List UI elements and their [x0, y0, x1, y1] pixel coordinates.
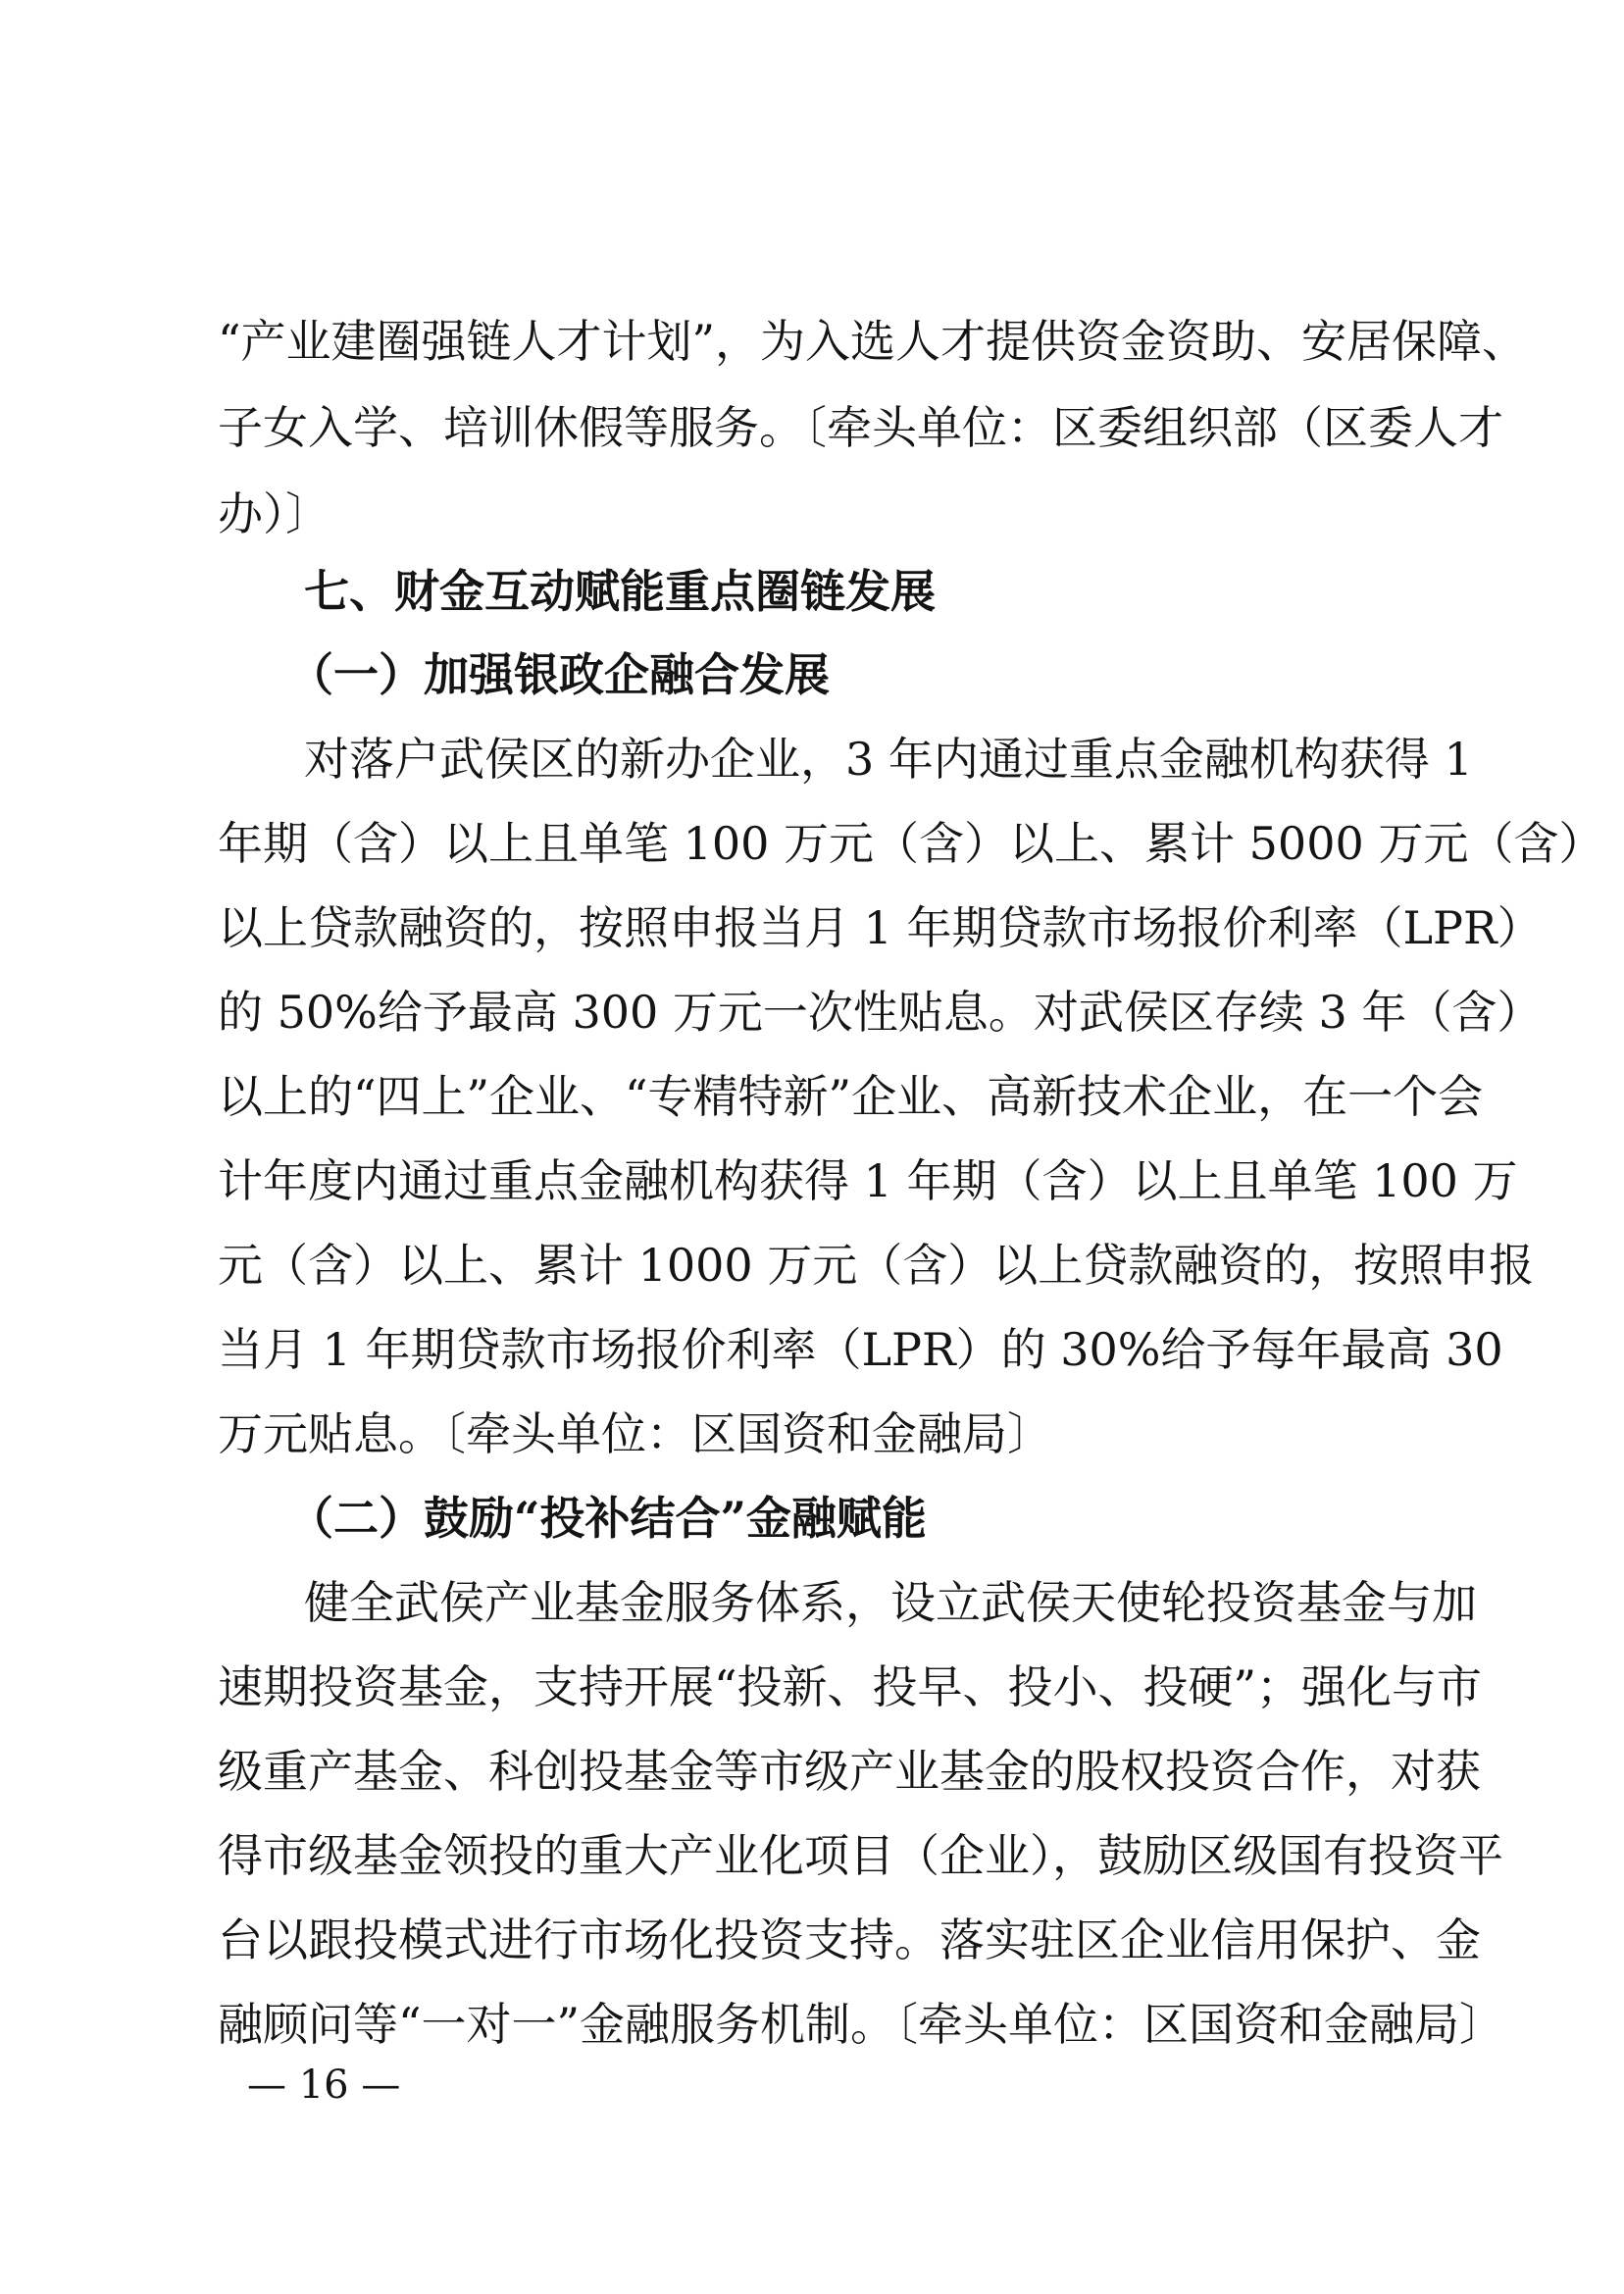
- paragraph-line: 办）〕: [218, 487, 330, 540]
- paragraph-line: 计年度内通过重点金融机构获得 1 年期（含）以上且单笔 100 万: [218, 1154, 1518, 1207]
- paragraph-line: 得市级基金领投的重大产业化项目（企业），鼓励区级国有投资平: [218, 1829, 1503, 1882]
- paragraph-line: 万元贴息。〔牵头单位：区国资和金融局〕: [218, 1407, 1052, 1460]
- paragraph-line: “产业建圈强链人才计划”，为入选人才提供资金资助、安居保障、: [218, 315, 1528, 368]
- page-number: — 16 —: [247, 2063, 401, 2108]
- section-heading-7: 七、财金互动赋能重点圈链发展: [304, 565, 936, 618]
- subsection-heading-2: （二）鼓励“投补结合”金融赋能: [288, 1492, 927, 1545]
- paragraph-line: 的 50%给予最高 300 万元一次性贴息。对武侯区存续 3 年（含）: [218, 986, 1543, 1039]
- paragraph-line: 融顾问等“一对一”金融服务机制。〔牵头单位：区国资和金融局〕: [218, 1998, 1505, 2051]
- paragraph-line: 子女入学、培训休假等服务。〔牵头单位：区委组织部（区委人才: [218, 401, 1503, 454]
- paragraph-line: 以上的“四上”企业、“专精特新”企业、高新技术企业，在一个会: [218, 1070, 1484, 1123]
- paragraph-line: 以上贷款融资的，按照申报当月 1 年期贷款市场报价利率（LPR）: [218, 901, 1543, 954]
- paragraph-line: 级重产基金、科创投基金等市级产业基金的股权投资合作，对获: [218, 1745, 1481, 1798]
- paragraph-line: 元（含）以上、累计 1000 万元（含）以上贷款融资的，按照申报: [218, 1239, 1535, 1292]
- paragraph-line: 速期投资基金，支持开展“投新、投早、投小、投硬”；强化与市: [218, 1660, 1483, 1713]
- paragraph-line: 健全武侯产业基金服务体系，设立武侯天使轮投资基金与加: [304, 1576, 1477, 1629]
- paragraph-line: 台以跟投模式进行市场化投资支持。落实驻区企业信用保护、金: [218, 1913, 1481, 1966]
- paragraph-line: 当月 1 年期贷款市场报价利率（LPR）的 30%给予每年最高 30: [218, 1323, 1503, 1376]
- paragraph-line: 对落户武侯区的新办企业，3 年内通过重点金融机构获得 1: [304, 733, 1473, 786]
- subsection-heading-1: （一）加强银政企融合发展: [288, 648, 830, 701]
- paragraph-line: 年期（含）以上且单笔 100 万元（含）以上、累计 5000 万元（含）: [218, 817, 1604, 870]
